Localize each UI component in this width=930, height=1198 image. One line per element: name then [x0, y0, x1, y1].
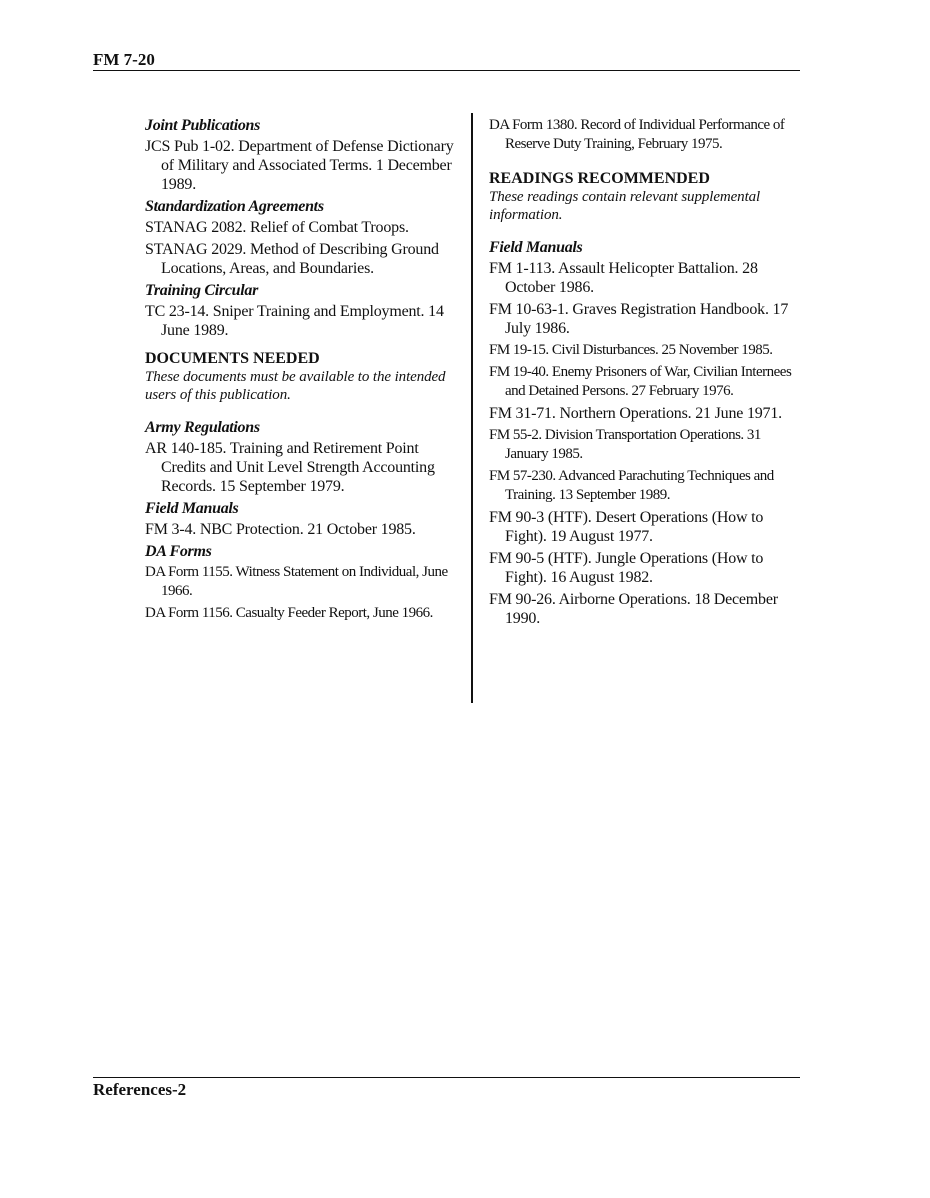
reference-entry: TC 23-14. Sniper Training and Employment. 14 June 1989. [145, 303, 444, 339]
page-header [93, 52, 800, 71]
documents-needed-title: DOCUMENTS NEEDED [145, 350, 320, 367]
reference-entry: JCS Pub 1-02. Department of Defense Dictionary of Military and Associated Terms. 1 December 1989. [145, 138, 454, 193]
manual-number: FM 7-20 [93, 50, 155, 69]
reference-entry: DA Form 1155. Witness Statement on Individual, June 1966. [145, 564, 448, 599]
reference-entry: FM 57-230. Advanced Parachuting Techniques and Training. 13 September 1989. [489, 468, 774, 503]
reference-entry: FM 90-26. Airborne Operations. 18 December 1990. [489, 591, 778, 627]
reference-entry: FM 19-15. Civil Disturbances. 25 November 1985. [489, 342, 773, 358]
page-footer [93, 1077, 800, 1099]
reference-entry: DA Form 1156. Casualty Feeder Report, June 1966. [145, 605, 433, 621]
army-regulations-heading: Army Regulations [145, 419, 260, 436]
standardization-agreements-heading: Standardization Agreements [145, 198, 324, 215]
readings-recommended-title: READINGS RECOMMENDED [489, 170, 710, 187]
documents-needed-description: These documents must be available to the intended users of this publication. [145, 369, 446, 403]
da-forms-heading: DA Forms [145, 543, 212, 560]
column-divider [471, 113, 473, 703]
reference-entry: FM 3-4. NBC Protection. 21 October 1985. [145, 521, 416, 538]
field-manuals-heading: Field Manuals [145, 500, 239, 517]
reference-entry: FM 31-71. Northern Operations. 21 June 1971. [489, 405, 782, 422]
reference-entry: FM 90-3 (HTF). Desert Operations (How to Fight). 19 August 1977. [489, 509, 764, 545]
reference-entry: FM 90-5 (HTF). Jungle Operations (How to Fight). 16 August 1982. [489, 550, 764, 586]
readings-recommended-description: These readings contain relevant supplemental information. [489, 189, 761, 223]
reference-entry: FM 19-40. Enemy Prisoners of War, Civilian Internees and Detained Persons. 27 February 1976. [489, 364, 792, 399]
reference-entry: FM 1-113. Assault Helicopter Battalion. 28 October 1986. [489, 260, 758, 296]
reference-entry: STANAG 2029. Method of Describing Ground Locations, Areas, and Boundaries. [145, 241, 439, 277]
right-column [489, 116, 801, 631]
reference-entry: AR 140-185. Training and Retirement Point Credits and Unit Level Strength Accounting Records. 15 September 1979. [145, 440, 435, 495]
page-number: References-2 [93, 1080, 187, 1099]
field-manuals-heading: Field Manuals [489, 239, 583, 256]
reference-entry: DA Form 1380. Record of Individual Performance of Reserve Duty Training, February 1975. [489, 117, 785, 152]
joint-publications-heading: Joint Publications [145, 117, 261, 134]
training-circular-heading: Training Circular [145, 282, 259, 299]
reference-entry: STANAG 2082. Relief of Combat Troops. [145, 219, 409, 236]
left-column [145, 116, 460, 626]
reference-entry: FM 55-2. Division Transportation Operations. 31 January 1985. [489, 427, 761, 462]
reference-entry: FM 10-63-1. Graves Registration Handbook. 17 July 1986. [489, 301, 789, 337]
